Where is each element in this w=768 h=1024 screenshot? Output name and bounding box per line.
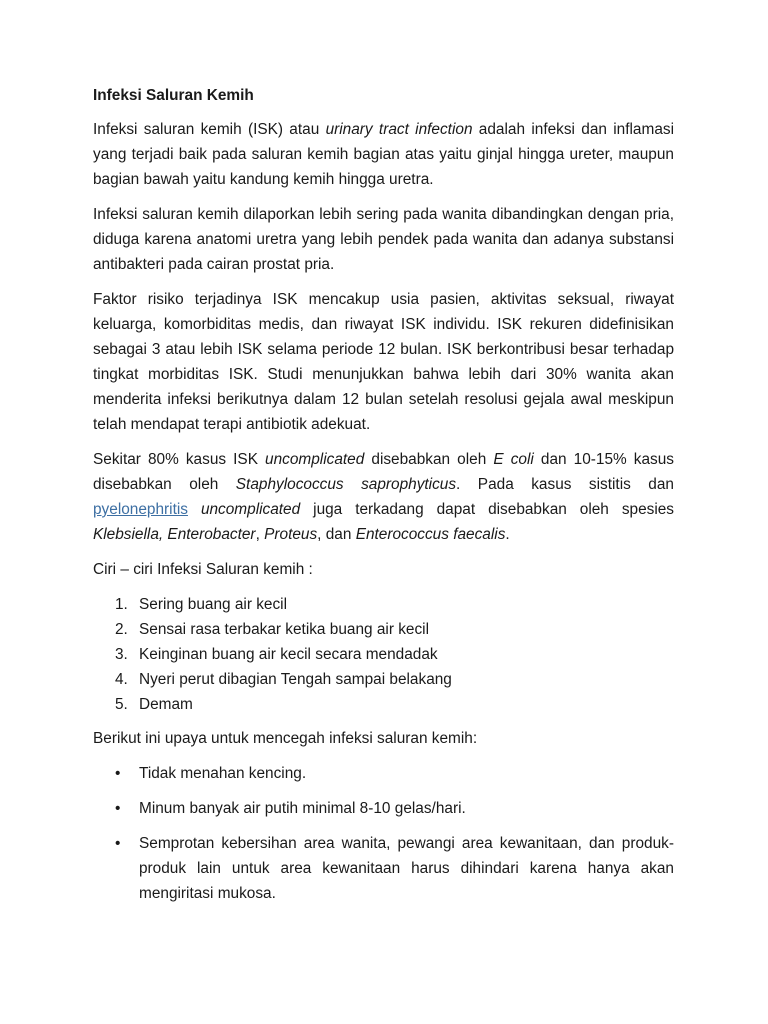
list-item [93,642,674,667]
text-run: disebabkan oleh [364,451,494,468]
document-title: Infeksi Saluran Kemih [93,87,254,104]
paragraph-definition [93,117,674,192]
text-run-italic: Staphylococcus saprophyticus [235,476,457,493]
list-number: 3. [115,646,128,663]
bullet-icon: • [115,835,121,852]
text-run [188,501,201,518]
text-run-italic: uncomplicated [200,501,301,518]
text-run: . Pada kasus sistitis dan [456,476,674,493]
symptoms-heading: Ciri – ciri Infeksi Saluran kemih : [93,561,313,578]
list-item-text: Nyeri perut dibagian Tengah sampai belakang [139,671,452,688]
document-body [93,83,674,916]
list-item-text: Demam [139,696,193,713]
list-item [93,761,674,786]
list-item-text: Minum banyak air putih minimal 8-10 gelas/hari. [139,800,466,817]
text-run-italic: Klebsiella, Enterobacter [93,526,256,543]
bullet-icon: • [115,800,121,817]
paragraph-risk-factors: Faktor risiko terjadinya ISK mencakup usia pasien, aktivitas seksual, riwayat keluarga, komorbiditas medis, dan riwayat ISK individu. ISK rekuren didefinisikan sebagai 3 atau lebih ISK selama periode 12 bulan. ISK berkontribusi besar terhadap tingkat morbiditas ISK. Studi menunjukkan bahwa lebih dari 30% wanita akan menderita infeksi berikutnya dalam 12 bulan setelah resolusi gejala awal meskipun telah mendapat terapi antibiotik adekuat. [93,291,674,433]
list-item [93,592,674,617]
list-number: 2. [115,621,128,638]
list-item-text: Semprotan kebersihan area wanita, pewangi area kewanitaan, dan produk-produk lain untuk area kewanitaan harus dihindari karena hanya akan mengiritasi mukosa. [139,835,674,902]
text-run-italic: Proteus [264,526,318,543]
list-item [93,617,674,642]
list-item [93,667,674,692]
list-number: 4. [115,671,128,688]
list-item-text: Sering buang air kecil [139,596,288,613]
text-run: dan 10-15% kasus disebabkan oleh [93,451,675,493]
text-run: adalah infeksi dan inflamasi yang terjadi baik pada saluran kemih bagian atas yaitu ginjal hingga ureter, maupun bagian bawah yaitu kandung kemih hingga uretra. [93,121,674,188]
text-run: Infeksi saluran kemih (ISK) atau [93,121,326,138]
text-run: , dan [317,526,356,543]
paragraph-causes [93,447,674,547]
list-number: 5. [115,696,128,713]
text-run-italic: Enterococcus faecalis [355,526,506,543]
text-run-italic: uncomplicated [265,451,365,468]
text-run-italic: E coli [493,451,534,468]
text-run: Sekitar 80% kasus ISK [93,451,266,468]
symptoms-list [93,592,674,717]
list-number: 1. [115,596,128,613]
text-run: . [505,526,510,543]
list-item [93,692,674,717]
list-item [93,831,674,906]
list-item [93,796,674,821]
prevention-heading: Berikut ini upaya untuk mencegah infeksi saluran kemih: [93,730,478,747]
list-item-text: Sensai rasa terbakar ketika buang air kecil [139,621,430,638]
text-run-italic: urinary tract infection [325,121,473,138]
list-item-text: Tidak menahan kencing. [139,765,307,782]
text-run: juga terkadang dapat disebabkan oleh spesies [300,501,675,518]
bullet-icon: • [115,765,121,782]
text-run: , [255,526,265,543]
pyelonephritis-link[interactable]: pyelonephritis [93,501,188,518]
prevention-list [93,761,674,906]
paragraph-prevalence: Infeksi saluran kemih dilaporkan lebih sering pada wanita dibandingkan dengan pria, diduga karena anatomi uretra yang lebih pendek pada wanita dan adanya substansi antibakteri pada cairan prostat pria. [93,206,674,273]
list-item-text: Keinginan buang air kecil secara mendadak [139,646,438,663]
